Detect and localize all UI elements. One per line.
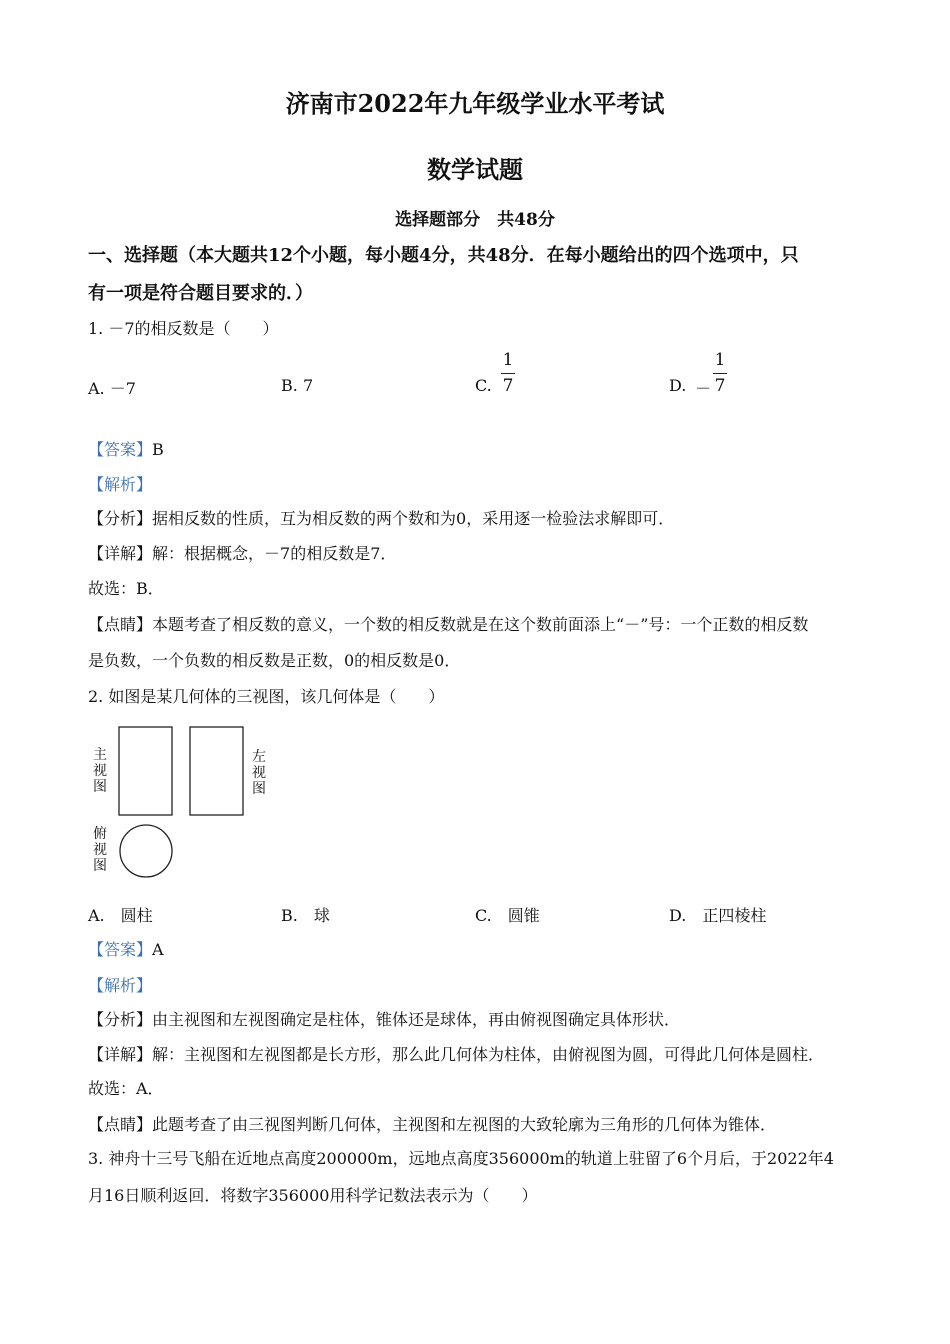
q1-option-b xyxy=(281,376,313,395)
q1-option-a-value: －7 xyxy=(109,379,136,398)
q1-fenxi-text: 据相反数的性质，互为相反数的两个数和为0，采用逐一检验法求解即可． xyxy=(152,509,675,528)
q2-answer-tag: 【答案】 xyxy=(88,940,153,959)
q1-choice: 故选：B． xyxy=(88,579,164,598)
q1-dianjing-line1 xyxy=(88,612,808,635)
q1-fenxi xyxy=(88,506,674,529)
q2-analysis-tag: 【解析】 xyxy=(88,976,153,995)
q1-dianjing-text1: 本题考查了相反数的意义，一个数的相反数就是在这个数前面添上“－”号：一个正数的相反数 xyxy=(152,615,809,634)
q1-xiangjie-tag: 【详解】 xyxy=(88,544,153,563)
exam-title: 济南市2022年九年级学业水平考试 xyxy=(285,89,665,118)
top-view-label: 俯视图 xyxy=(93,826,107,874)
q2-option-a: A. 圆柱 xyxy=(88,906,153,925)
part-heading-line2: 有一项是符合题目要求的．） xyxy=(88,283,313,304)
q2-xiangjie-tag: 【详解】 xyxy=(88,1045,153,1064)
q1-option-a-label: A. xyxy=(88,379,105,398)
part-heading-line1: 一、选择题（本大题共12个小题，每小题4分，共48分．在每小题给出的四个选项中，只 xyxy=(88,245,799,266)
q2-xiangjie-text: 解：主视图和左视图都是长方形，那么此几何体为柱体，由俯视图为圆，可得此几何体是圆柱． xyxy=(152,1045,825,1064)
q1-option-c-numerator: 1 xyxy=(502,350,514,370)
left-view-label: 左视图 xyxy=(252,749,266,797)
q2-option-c: C. 圆锥 xyxy=(475,906,540,925)
q3-stem-line2: 月16日顺利返回．将数字356000用科学记数法表示为（ ） xyxy=(88,1186,538,1205)
q2-dianjing xyxy=(88,1112,776,1135)
q1-answer-tag: 【答案】 xyxy=(88,440,153,459)
top-view-circle xyxy=(120,825,172,877)
q2-fenxi xyxy=(88,1007,680,1030)
front-view-label: 主视图 xyxy=(93,747,107,795)
q2-option-b: B. 球 xyxy=(281,906,330,925)
q1-option-d-fraction-bar xyxy=(713,373,727,374)
q1-answer-value: B xyxy=(152,440,164,459)
q1-option-c-label: C. xyxy=(475,376,492,395)
three-views-figure xyxy=(110,720,260,885)
q1-dianjing-tag: 【点睛】 xyxy=(88,615,153,634)
q1-stem: 1. －7的相反数是（ ） xyxy=(88,319,279,338)
q1-dianjing-line2: 是负数，一个负数的相反数是正数，0的相反数是0． xyxy=(88,651,461,670)
q1-xiangjie-text: 解：根据概念，－7的相反数是7． xyxy=(152,544,397,563)
q1-option-b-label: B. xyxy=(281,376,298,395)
q1-analysis-tag: 【解析】 xyxy=(88,475,153,494)
q1-option-d-denominator: 7 xyxy=(714,376,726,396)
q2-answer xyxy=(88,937,164,960)
q1-fenxi-tag: 【分析】 xyxy=(88,509,153,528)
q1-xiangjie xyxy=(88,541,396,564)
q2-stem: 2. 如图是某几何体的三视图，该几何体是（ ） xyxy=(88,687,445,706)
q1-option-c-denominator: 7 xyxy=(502,376,514,396)
q2-answer-value: A xyxy=(152,940,164,959)
q2-dianjing-tag: 【点睛】 xyxy=(88,1115,153,1134)
q1-option-d-label: D. xyxy=(669,376,687,395)
section-title: 选择题部分 共48分 xyxy=(395,210,555,230)
subject-title: 数学试题 xyxy=(427,155,523,184)
q1-option-b-value: 7 xyxy=(302,376,314,395)
q2-xiangjie xyxy=(88,1042,824,1065)
q3-stem-line1: 3. 神舟十三号飞船在近地点高度200000m，远地点高度356000m的轨道上驻留了6个月后，于2022年4 xyxy=(88,1149,834,1168)
q2-fenxi-tag: 【分析】 xyxy=(88,1010,153,1029)
q2-choice: 故选：A． xyxy=(88,1079,164,1098)
q2-option-d: D. 正四棱柱 xyxy=(669,906,767,925)
left-view-rectangle xyxy=(190,727,243,815)
q1-option-c-fraction-bar xyxy=(501,373,515,374)
q1-answer xyxy=(88,437,164,460)
q1-option-a xyxy=(88,376,136,399)
q2-dianjing-text: 此题考查了由三视图判断几何体，主视图和左视图的大致轮廓为三角形的几何体为锥体． xyxy=(152,1115,777,1134)
front-view-rectangle xyxy=(119,727,172,815)
q2-fenxi-text: 由主视图和左视图确定是柱体，锥体还是球体，再由俯视图确定具体形状． xyxy=(152,1010,681,1029)
q1-option-d-sign: － xyxy=(695,379,712,398)
q1-option-d-numerator: 1 xyxy=(714,350,726,370)
